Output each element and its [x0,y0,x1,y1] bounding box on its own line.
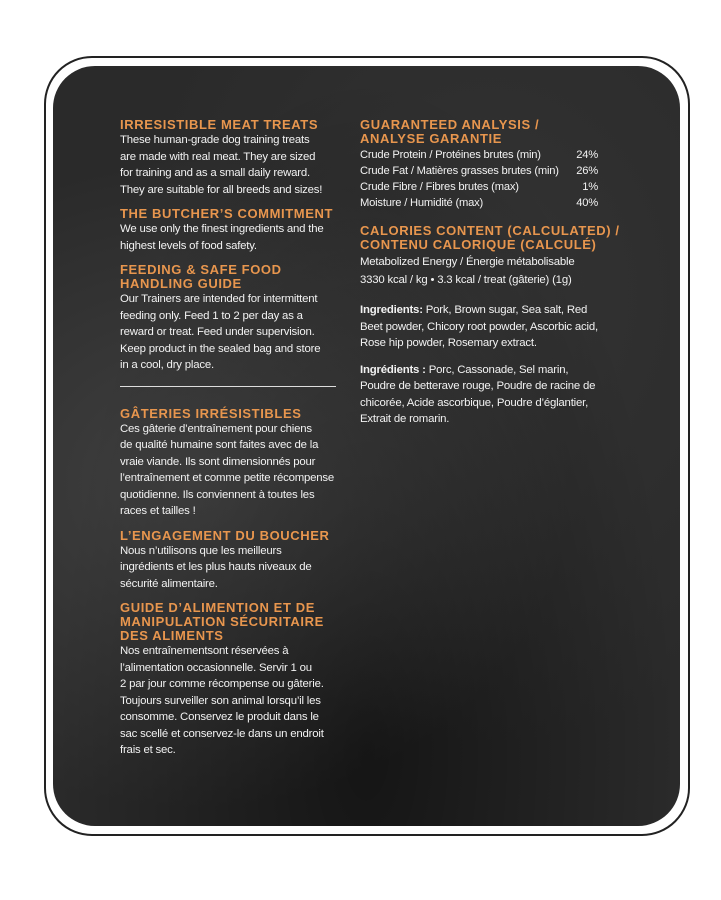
ingredients-fr-label: Ingrédients : [360,363,426,376]
calories-line-2: 3330 kcal / kg • 3.3 kcal / treat (gâterie) (1g) [360,273,572,286]
text-line: They are suitable for all breeds and sizes! [120,183,323,196]
analysis-label: Crude Fibre / Fibres brutes (max) [360,181,519,193]
language-divider [120,386,336,387]
text-line: ingrédients et les plus hauts niveaux de [120,561,312,573]
text-line: Ces gâterie d’entraînement pour chiens [120,422,312,435]
section-en-1 [120,207,340,254]
ingredients-fr-text: Porc, Cassonade, Sel marin, Poudre de betterave rouge, Poudre de racine de chicorée, Acide ascorbique, Poudre d’églantier, Extrait de romarin. [360,363,596,425]
right-column [360,117,620,428]
text-line: Nous n’utilisons que les meilleurs [120,544,282,557]
section-fr-0 [120,407,340,520]
text-line: Keep product in the sealed bag and store [120,342,321,355]
analysis-label: Moisture / Humidité (max) [360,197,484,209]
section-heading: L’ENGAGEMENT DU BOUCHER [120,527,330,543]
text-line: in a cool, dry place. [120,359,214,371]
ingredients-en-text: Pork, Brown sugar, Sea salt, Red Beet powder, Chicory root powder, Ascorbic acid, Rose hip powder, Rosemary extract. [360,304,598,349]
text-line: consomme. Conservez le produit dans le [120,711,319,723]
section-fr-2 [120,601,340,759]
section-heading: THE BUTCHER’S COMMITMENT [120,206,333,221]
text-line: sécurité alimentaire. [120,577,218,590]
text-line: sac scellé et conservez-le dans un endroit [120,727,324,740]
calories-line-1: Metabolized Energy / Énergie métabolisable [360,256,575,268]
analysis-table [360,147,598,211]
section-fr-1 [120,529,340,593]
text-line: highest levels of food safety. [120,239,257,252]
text-line: l’alimentation occasionnelle. Servir 1 ou [120,661,312,674]
text-line: 2 par jour comme récompense ou gâterie. [120,678,324,690]
heading-calories: CALORIES CONTENT (CALCULATED) / CONTENU CALORIQUE (CALCULÉ) [360,223,620,252]
analysis-label: Crude Protein / Protéines brutes (min) [360,149,541,161]
left-column [120,118,340,768]
analysis-label: Crude Fat / Matières grasses brutes (min) [360,165,559,177]
text-line: reward or treat. Feed under supervision. [120,326,315,338]
text-line: quotidienne. Ils conviennent à toutes les [120,488,315,501]
section-heading: GUIDE D’ALIMENTION ET DE MANIPULATION SÉCURITAIRE DES ALIMENTS [120,600,324,643]
section-heading: IRRESISTIBLE MEAT TREATS [120,117,319,132]
analysis-row [360,163,598,179]
analysis-value: 24% [576,149,598,161]
ingredients-en [360,302,605,352]
text-line: vraie viande. Ils sont dimensionnés pour [120,455,316,468]
analysis-value: 40% [576,197,598,209]
analysis-row [360,147,598,163]
text-line: Toujours surveiller son animal lorsqu’il les [120,694,321,707]
text-line: Nos entraînementsont réservées à [120,645,289,657]
analysis-value: 1% [582,181,598,193]
section-heading: GÂTERIES IRRÉSISTIBLES [120,405,302,421]
text-line: Our Trainers are intended for intermittent [120,293,318,305]
section-en-2 [120,263,340,374]
text-line: races et tailles ! [120,505,196,517]
ingredients-en-label: Ingredients: [360,304,423,316]
text-line: feeding only. Feed 1 to 2 per day as a [120,309,303,322]
text-line: for training and as a small daily reward. [120,167,310,179]
text-line: l’entraînement et comme petite récompense [120,472,335,484]
ingredients-fr [360,362,605,428]
text-line: We use only the finest ingredients and the [120,223,324,235]
analysis-value: 26% [576,165,598,177]
text-line: de qualité humaine sont faites avec de la [120,439,319,451]
analysis-row [360,195,598,211]
analysis-row [360,179,598,195]
section-heading: FEEDING & SAFE FOOD HANDLING GUIDE [120,262,282,291]
text-line: are made with real meat. They are sized [120,150,316,163]
heading-guaranteed-analysis: GUARANTEED ANALYSIS / ANALYSE GARANTIE [360,117,540,146]
section-en-0 [120,118,340,198]
text-line: These human-grade dog training treats [120,134,310,146]
text-line: frais et sec. [120,744,176,756]
